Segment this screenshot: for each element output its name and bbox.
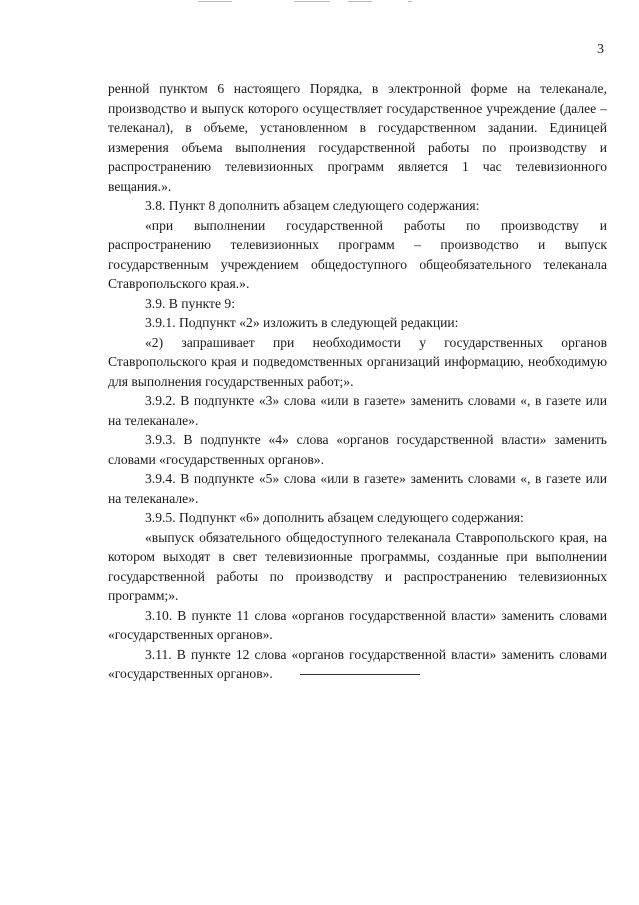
paragraph-3-8-quote: «при выполнении государственной работы по производству и распространению телевизионных программ – производство и выпуск государственным учреждением общедоступного общеобязательного телеканала Ставропольского края.». [108, 217, 607, 291]
scan-edge-marks [190, 0, 450, 4]
paragraph-3-11: 3.11. В пункте 12 слова «органов государственной власти» заменить словами «государственных органов». [108, 646, 607, 681]
paragraph-3-9: 3.9. В пункте 9: [145, 295, 235, 311]
paragraph-3-9-2: 3.9.2. В подпункте «3» слова «или в газете» заменить словами «, в газете или на телеканале». [108, 393, 607, 428]
paragraph-3-9-3: 3.9.3. В подпункте «4» слова «органов государственной власти» заменить словами «государственных органов». [108, 432, 607, 467]
paragraph-3-10: 3.10. В пункте 11 слова «органов государственной власти» заменить словами «государственных органов». [108, 607, 607, 642]
paragraph-3-9-1: 3.9.1. Подпункт «2» изложить в следующей редакции: [145, 315, 459, 330]
document-body [108, 79, 607, 684]
paragraph-continuation: ренной пунктом 6 настоящего Порядка, в электронной форме на телеканале, производство и выпуск которого осуществляет государственное учреждение (далее – телеканал), в объеме, установленном в государственном задании. Единицей измерения объема выполнения государственной работы по производству и распространению телевизионных программ является 1 час телевизионного вещания.». [108, 81, 607, 194]
page-number: 3 [597, 42, 604, 57]
paragraph-3-8: 3.8. Пункт 8 дополнить абзацем следующего содержания: [145, 198, 480, 213]
paragraph-3-9-1-quote: «2) запрашивает при необходимости у государственных органов Ставропольского края и подведомственных организаций информацию, необходимую для выполнения государственных работ;». [108, 334, 607, 389]
closing-divider [300, 674, 420, 675]
paragraph-3-9-5-quote: «выпуск обязательного общедоступного телеканала Ставропольского края, на котором выходят в свет телевизионные программы, созданные при выполнении государственной работы по производству и распространению телевизионных программ;». [108, 529, 607, 603]
paragraph-3-9-5: 3.9.5. Подпункт «6» дополнить абзацем следующего содержания: [145, 510, 524, 525]
paragraph-3-9-4: 3.9.4. В подпункте «5» слова «или в газете» заменить словами «, в газете или на телеканале». [108, 471, 607, 506]
